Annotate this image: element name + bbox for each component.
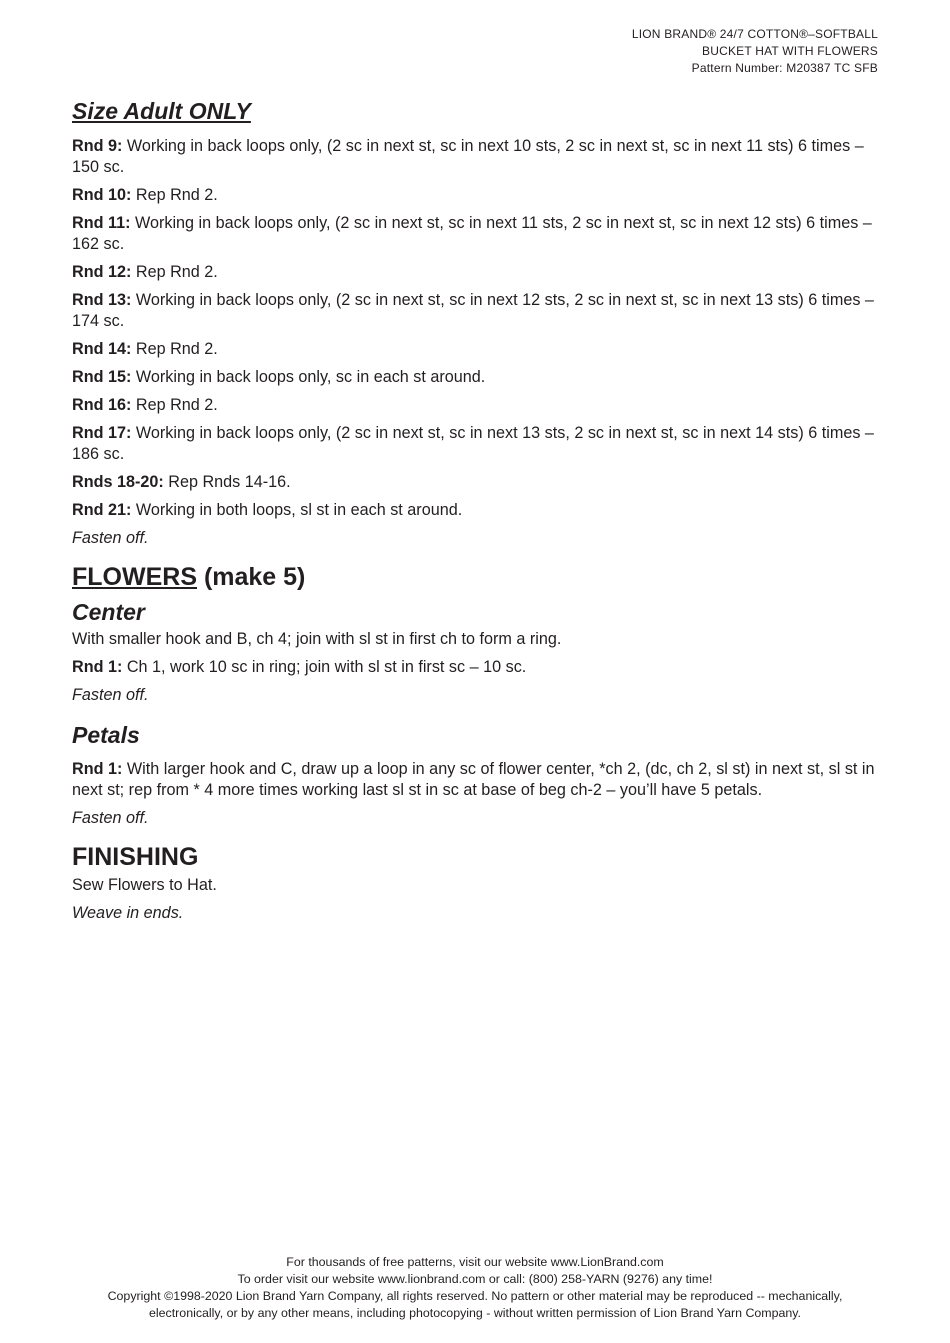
- header-brand-line: LION BRAND® 24/7 COTTON®–SOFTBALL: [631, 27, 878, 41]
- center-intro: With smaller hook and B, ch 4; join with sl st in first ch to form a ring.: [72, 630, 562, 648]
- round-row: [72, 423, 880, 465]
- round-label: Rnd 17:: [72, 424, 132, 442]
- round-text: Rep Rnd 2.: [131, 186, 218, 204]
- round-text: Working in back loops only, (2 sc in next st, sc in next 11 sts, 2 sc in next st, sc in next 12 sts) 6 times – 162 sc.: [72, 214, 872, 253]
- flowers-title: FLOWERS: [72, 563, 197, 591]
- round-label: Rnd 12:: [72, 263, 132, 281]
- round-text: Rep Rnd 2.: [131, 340, 218, 358]
- size-rows: [72, 136, 880, 521]
- round-text: Rep Rnd 2.: [131, 396, 218, 414]
- flowers-title-suffix: (make 5): [197, 563, 306, 591]
- round-label: Rnd 13:: [72, 291, 132, 309]
- page-header: [632, 26, 878, 77]
- round-row: [72, 262, 880, 283]
- header-pattern-number: Pattern Number: M20387 TC SFB: [691, 61, 878, 75]
- round-row: [72, 500, 880, 521]
- footer-copyright-line-2: electronically, or by any other means, including photocopying - without written permission of Lion Brand Yarn Company.: [149, 1306, 801, 1320]
- finishing-text: Sew Flowers to Hat.: [72, 876, 217, 894]
- round-text: Working in back loops only, (2 sc in next st, sc in next 10 sts, 2 sc in next st, sc in next 11 sts) 6 times – 150 sc.: [72, 137, 864, 176]
- center-heading: Center: [72, 599, 145, 625]
- round-row: [72, 136, 880, 178]
- footer-website-line: For thousands of free patterns, visit our website www.LionBrand.com: [286, 1255, 664, 1269]
- footer-copyright-line: Copyright ©1998-2020 Lion Brand Yarn Company, all rights reserved. No pattern or other material may be reproduced -- mechanically,: [107, 1289, 843, 1303]
- header-pattern-title: BUCKET HAT WITH FLOWERS: [702, 44, 878, 58]
- round-label: Rnd 1:: [72, 760, 123, 778]
- round-label: Rnd 1:: [72, 658, 123, 676]
- round-text: Rep Rnds 14-16.: [163, 473, 291, 491]
- weave-in-ends-note: Weave in ends.: [72, 904, 184, 922]
- round-label: Rnd 15:: [72, 368, 132, 386]
- round-row: [72, 367, 880, 388]
- pattern-content: [72, 96, 880, 931]
- round-row: [72, 185, 880, 206]
- round-text: Rep Rnd 2.: [131, 263, 218, 281]
- petals-heading: Petals: [72, 722, 140, 748]
- round-label: Rnds 18-20:: [72, 473, 164, 491]
- round-text: Working in back loops only, sc in each st around.: [131, 368, 486, 386]
- center-round-row: [72, 657, 880, 678]
- round-row: [72, 472, 880, 493]
- round-text: Working in back loops only, (2 sc in next st, sc in next 12 sts, 2 sc in next st, sc in next 13 sts) 6 times – 174 sc.: [72, 291, 874, 330]
- flowers-heading: [72, 561, 880, 593]
- round-row: [72, 213, 880, 255]
- round-row: [72, 290, 880, 332]
- round-label: Rnd 10:: [72, 186, 132, 204]
- finishing-heading: FINISHING: [72, 843, 199, 871]
- round-text: Working in back loops only, (2 sc in next st, sc in next 13 sts, 2 sc in next st, sc in next 14 sts) 6 times – 186 sc.: [72, 424, 874, 463]
- center-fasten-off-note: Fasten off.: [72, 686, 149, 704]
- petals-round-row: [72, 759, 880, 801]
- footer-order-line: To order visit our website www.lionbrand.com or call: (800) 258-YARN (9276) any time!: [237, 1272, 713, 1286]
- round-label: Rnd 14:: [72, 340, 132, 358]
- round-label: Rnd 16:: [72, 396, 132, 414]
- round-row: [72, 339, 880, 360]
- round-label: Rnd 11:: [72, 214, 131, 232]
- size-adult-heading: Size Adult ONLY: [72, 98, 251, 124]
- round-text: Ch 1, work 10 sc in ring; join with sl st in first sc – 10 sc.: [122, 658, 527, 676]
- round-row: [72, 395, 880, 416]
- petals-fasten-off-note: Fasten off.: [72, 809, 149, 827]
- round-text: With larger hook and C, draw up a loop in any sc of flower center, *ch 2, (dc, ch 2, sl st) in next st, sl st in next st; rep from * 4 more times working last sl st in sc at base of beg ch-2 – you’ll have 5 petals.: [72, 760, 875, 799]
- fasten-off-note: Fasten off.: [72, 529, 149, 547]
- round-label: Rnd 9:: [72, 137, 123, 155]
- round-label: Rnd 21:: [72, 501, 132, 519]
- page-footer: [0, 1254, 950, 1322]
- round-text: Working in both loops, sl st in each st around.: [131, 501, 463, 519]
